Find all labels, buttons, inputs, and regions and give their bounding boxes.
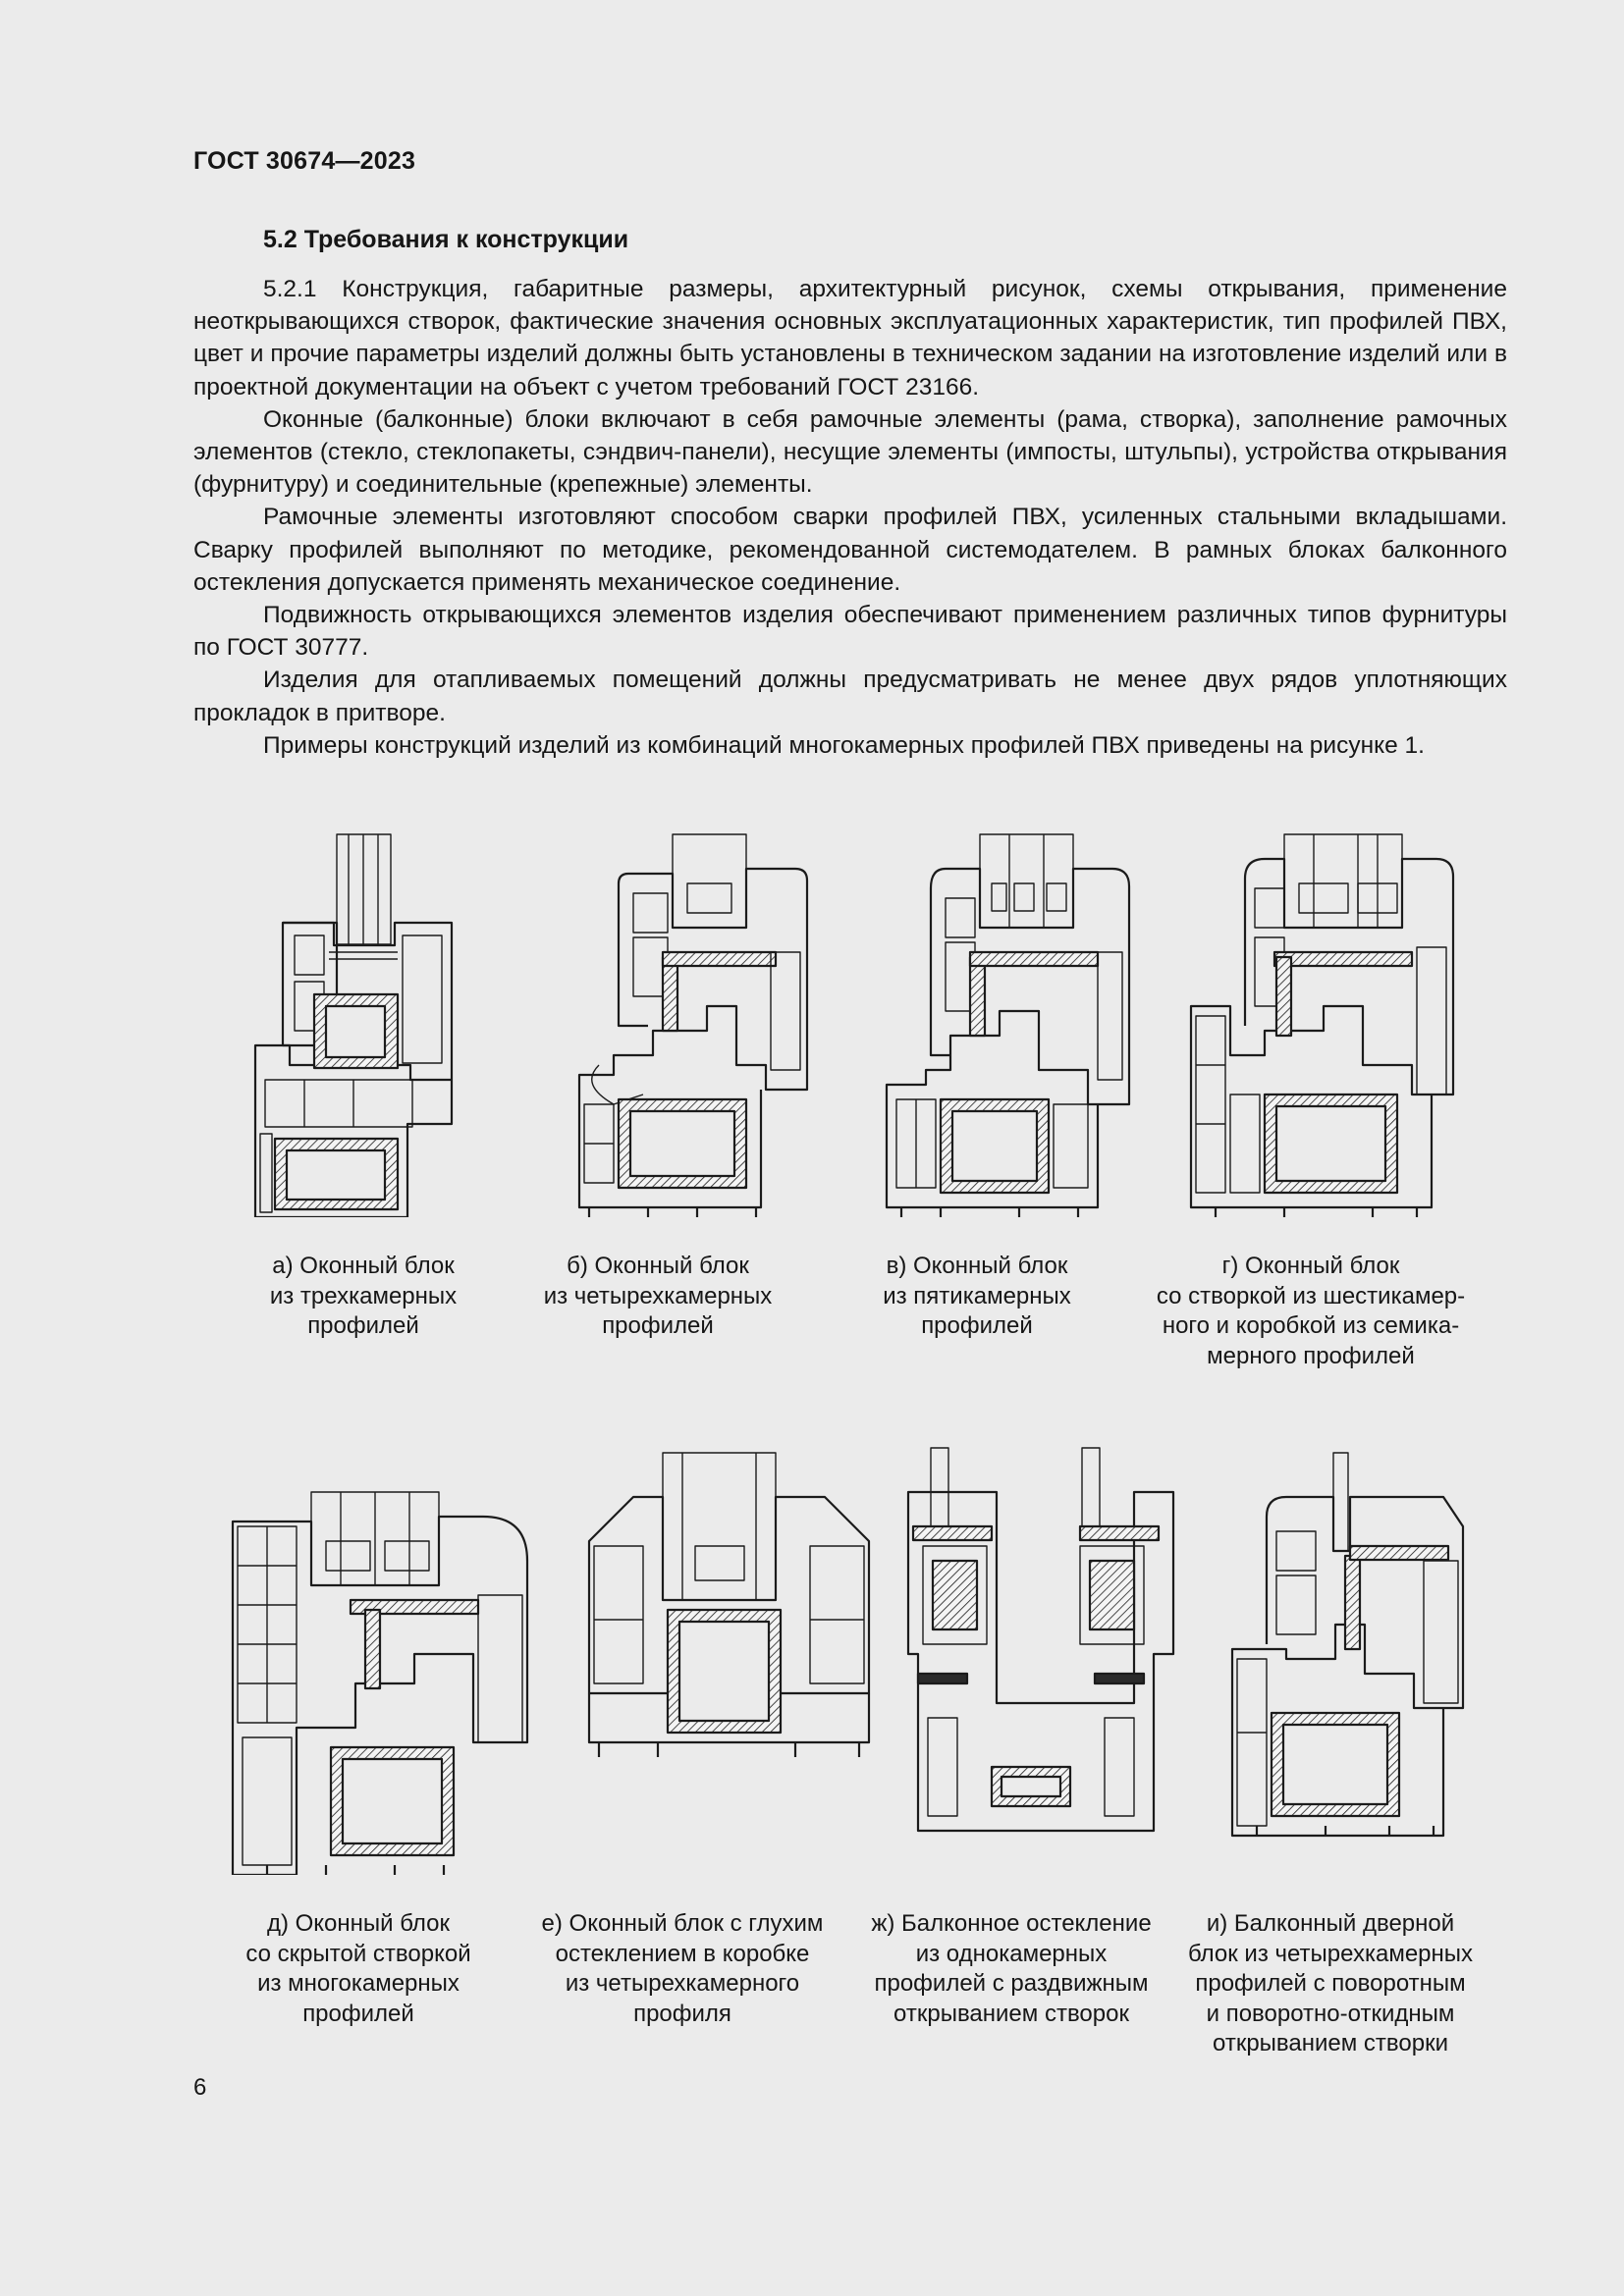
profile-drawing-zh (893, 1443, 1178, 1836)
paragraph: Подвижность открывающихся элементов изделия обеспечивают применением различных типов фурнитуры по ГОСТ 30777. (193, 602, 1507, 662)
profile-drawing-g (1176, 829, 1471, 1217)
section-title: 5.2 Требования к конструкции (263, 226, 629, 253)
section-body (193, 273, 1507, 762)
profile-drawing-v (872, 829, 1137, 1217)
profile-drawing-a (236, 829, 471, 1217)
paragraph: 5.2.1 Конструкция, габаритные размеры, архитектурный рисунок, схемы открывания, применение неоткрывающихся створок, фактические значения основных эксплуатационных характеристик, тип профилей ПВХ, цвет и прочие параметры изделий должны быть установлены в техническом задании на изготовление изделий или в проектной документации на объект с учетом требований ГОСТ 23166. (193, 276, 1507, 400)
profile-drawing-e (579, 1448, 874, 1787)
figure-caption-a: а) Оконный блок из трехкамерных профилей (269, 1253, 458, 1339)
figure-caption-e: е) Оконный блок с глухим остеклением в коробке из четырехкамерного профиля (541, 1910, 824, 2027)
figure-caption-d: д) Оконный блок со скрытой створкой из многокамерных профилей (245, 1910, 471, 2027)
page-number: 6 (193, 2074, 207, 2101)
profile-drawing-b (560, 829, 825, 1217)
figure-caption-i: и) Балконный дверной блок из четырехкамерных профилей с поворотным и поворотно-откидным открыванием створки (1187, 1910, 1474, 2056)
profile-drawing-i (1218, 1448, 1483, 1841)
figure-caption-v: в) Оконный блок из пятикамерных профилей (883, 1253, 1071, 1339)
paragraph: Рамочные элементы изготовляют способом сварки профилей ПВХ, усиленных стальными вкладышами. Сварку профилей выполняют по методике, рекомендованной системодателем. В рамных блоках балконного остекления допускается применять механическое соединение. (193, 504, 1507, 596)
figure-caption-g: г) Оконный блок со створкой из шестикамер- ного и коробкой из семика- мерного профилей (1156, 1253, 1466, 1369)
figure-caption-b: б) Оконный блок из четырехкамерных профилей (543, 1253, 773, 1339)
paragraph: Оконные (балконные) блоки включают в себя рамочные элементы (рама, створка), заполнение рамочных элементов (стекло, стеклопакеты, сэндвич-панели), несущие элементы (импосты, штульпы), устройства открывания (фурнитуру) и соединительные (крепежные) элементы. (193, 405, 1507, 499)
profile-drawing-d (228, 1487, 542, 1875)
paragraph: Примеры конструкций изделий из комбинаций многокамерных профилей ПВХ приведены на рисунке 1. (263, 731, 1425, 759)
paragraph: Изделия для отапливаемых помещений должны предусматривать не менее двух рядов уплотняющих прокладок в притворе. (193, 667, 1507, 726)
document-header: ГОСТ 30674—2023 (193, 147, 416, 175)
figure-caption-zh: ж) Балконное остекление из однокамерных профилей с раздвижным открыванием створок (871, 1910, 1152, 2027)
